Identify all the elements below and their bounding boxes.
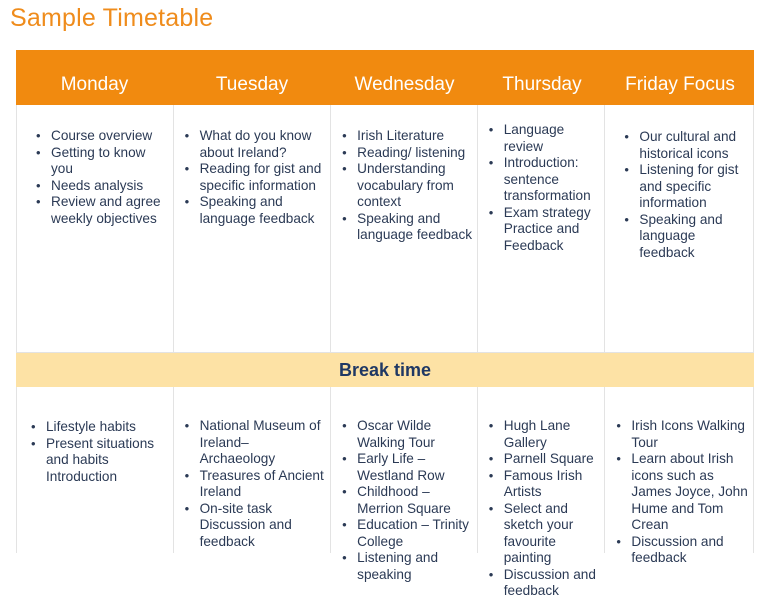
list-item: • Early Life – Westland Row [337, 451, 473, 484]
list-item: • Discussion and feedback [611, 534, 749, 567]
list-item: • Education – Trinity College [337, 517, 473, 550]
list-item: • Reading for gist and specific information [180, 161, 327, 194]
list-item: • What do you know about Ireland? [180, 128, 327, 161]
list-item: • Listening for gist and specific information [619, 162, 749, 212]
morning-cell-thursday [478, 105, 606, 352]
morning-list-tuesday [180, 128, 327, 227]
list-item: • Present situations and habits Introduction [26, 436, 169, 486]
day-header-tuesday: Tuesday [215, 74, 289, 95]
list-item: • Review and agree weekly objectives [31, 194, 169, 227]
list-item: • Discussion and feedback [484, 567, 603, 600]
afternoon-list-monday [26, 419, 169, 485]
morning-list-friday [619, 129, 749, 261]
afternoon-list-friday [611, 418, 749, 567]
morning-cell-wednesday [331, 105, 478, 352]
list-item: • Hugh Lane Gallery [484, 418, 603, 451]
list-item: • Irish Icons Walking Tour [611, 418, 749, 451]
day-header-row [16, 50, 754, 105]
break-time-banner: Break time [16, 353, 754, 387]
list-item: • Speaking and language feedback [619, 212, 749, 262]
list-item: • Understanding vocabulary from context [337, 161, 473, 211]
afternoon-cell-tuesday [174, 387, 332, 553]
morning-cell-tuesday [174, 105, 332, 352]
list-item: • Introduction: sentence transformation [484, 155, 603, 205]
list-item: • Needs analysis [31, 178, 169, 195]
list-item: • Exam strategy Practice and Feedback [484, 205, 603, 255]
afternoon-list-tuesday [180, 418, 327, 550]
morning-row [16, 105, 754, 353]
morning-list-thursday [484, 122, 603, 254]
timetable [16, 50, 754, 598]
morning-cell-monday [17, 105, 174, 352]
afternoon-cell-friday [605, 387, 753, 565]
day-header-thursday: Thursday [502, 74, 582, 95]
list-item: • Speaking and language feedback [180, 194, 327, 227]
list-item: • Treasures of Ancient Ireland [180, 468, 327, 501]
list-item: • Famous Irish Artists [484, 468, 603, 501]
afternoon-row [16, 387, 754, 598]
afternoon-list-wednesday [337, 418, 473, 583]
list-item: • Our cultural and historical icons [619, 129, 749, 162]
list-item: • Listening and speaking [337, 550, 473, 583]
afternoon-cell-wednesday [331, 387, 478, 582]
list-item: • Lifestyle habits [26, 419, 169, 436]
list-item: • Select and sketch your favourite painting [484, 501, 603, 567]
morning-list-wednesday [337, 128, 473, 244]
day-header-monday: Monday [60, 74, 129, 95]
afternoon-list-thursday [484, 418, 603, 600]
day-header-friday: Friday Focus [625, 74, 735, 95]
list-item: • Oscar Wilde Walking Tour [337, 418, 473, 451]
list-item: • National Museum of Ireland– Archaeology [180, 418, 327, 468]
list-item: • Learn about Irish icons such as James Joyce, John Hume and Tom Crean [611, 451, 749, 534]
page-title: Sample Timetable [10, 4, 214, 32]
afternoon-cell-thursday [478, 387, 606, 598]
list-item: • Parnell Square [484, 451, 603, 468]
list-item: • Language review [484, 122, 603, 155]
list-item: • Speaking and language feedback [337, 211, 473, 244]
list-item: • Reading/ listening [337, 145, 473, 162]
list-item: • Irish Literature [337, 128, 473, 145]
morning-list-monday [31, 128, 169, 227]
list-item: • Childhood – Merrion Square [337, 484, 473, 517]
list-item: • Getting to know you [31, 145, 169, 178]
morning-cell-friday [605, 105, 753, 352]
day-header-wednesday: Wednesday [354, 74, 455, 95]
list-item: • Course overview [31, 128, 169, 145]
afternoon-cell-monday [17, 387, 174, 553]
list-item: • On-site task Discussion and feedback [180, 501, 327, 551]
